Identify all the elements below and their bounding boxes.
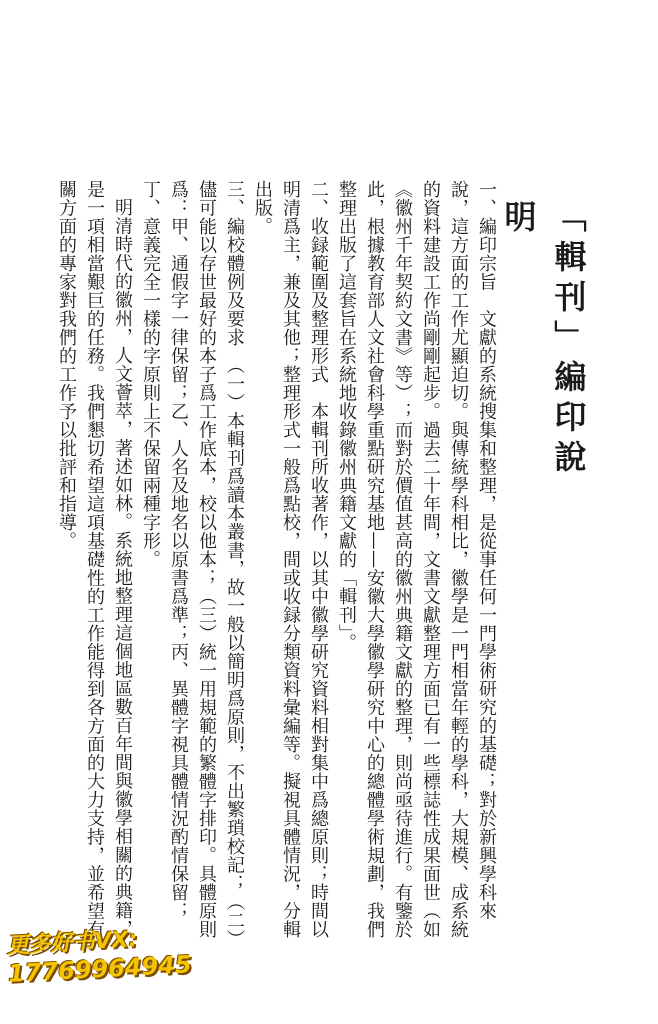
closing-paragraph: 明清時代的徽州，人文薈萃，著述如林。系統地整理這個地區數百年間與徽學相關的典籍，是一項相當艱巨的任務。我們懇切希望這項基礎性的工作能得到各方面的大力支持，並希望有關方面的專家對我們的工作予以批評和指導。 [56, 180, 133, 939]
watermark-line-2: 17769964945 [7, 950, 193, 988]
watermark-stamp [6, 926, 193, 1014]
explanation-text [56, 180, 500, 940]
section-3-paragraph: 三、編校體例及要求 （一）本輯刊爲讀本叢書，故一般以簡明爲原則，不出繁瑣校記；（二）儘可能以存世最好的本子爲工作底本，校以他本；（三）統一用規範的繁體字排印。具體原則爲：甲、通假字一律保留；乙、人名及地名以原書爲準；丙、異體字視具體情況酌情保留；丁、意義完全一樣的字原則上不保留兩種字形。 [140, 180, 245, 939]
watermark-line-1: 更多好书VX: [6, 927, 138, 959]
section-1-paragraph: 一、編印宗旨 文獻的系統搜集和整理，是從事任何一門學術研究的基礎；對於新興學科來說，這方面的工作尤顯迫切。與傳統學科相比，徽學是一門相當年輕的學科，大規模、成系統的資料建設工作尚剛剛起步。過去二十年間，文書文獻整理方面已有一些標誌性成果面世（如《徽州千年契約文書》等）；而對於價值甚高的徽州典籍文獻的整理，則尚亟待進行。有鑒於此，根據教育部人文社會科學重點研究基地——安徽大學徽學研究中心的總體學術規劃，我們整理出版了這套旨在系統地收錄徽州典籍文獻的「輯刊」。 [336, 180, 497, 939]
section-2-paragraph: 二、收録範圍及整理形式 本輯刊所收著作，以其中徽學研究資料相對集中爲總原則；時間以明清爲主，兼及其他；整理形式一般爲點校，間或收録分類資料彙編等。擬視具體情況，分輯出版。 [252, 180, 329, 939]
page-title: 「輯刊」編印說明 [499, 200, 588, 480]
